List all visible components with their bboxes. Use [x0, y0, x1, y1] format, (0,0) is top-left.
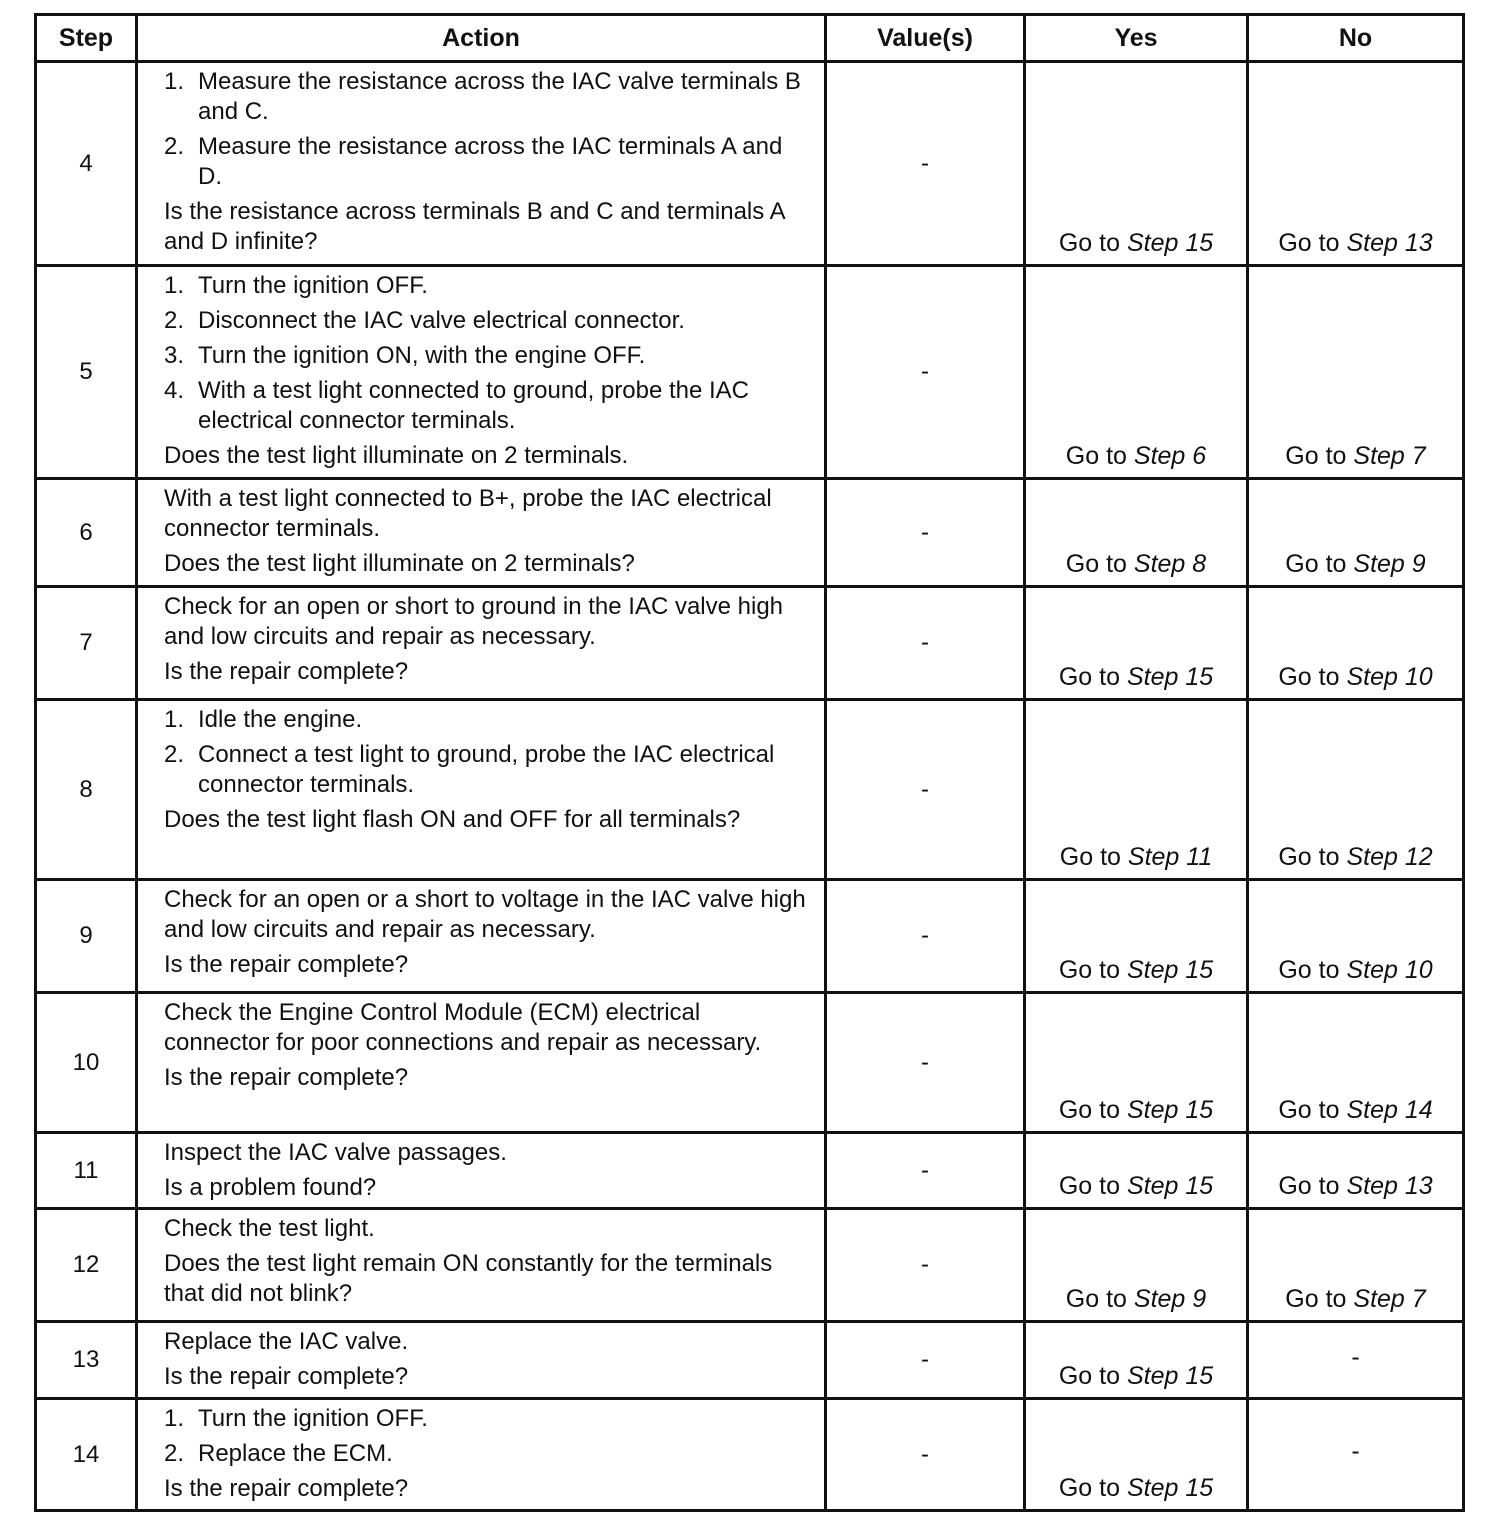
header-row	[36, 15, 1464, 62]
step-number: 4	[36, 62, 137, 266]
goto-prefix: Go to	[1058, 663, 1120, 691]
list-item-text: Idle the engine.	[198, 706, 363, 733]
goto-step-ref: Step 15	[1126, 663, 1214, 691]
value-cell: -	[826, 479, 1025, 587]
value-cell: -	[826, 587, 1025, 700]
no-cell	[1248, 700, 1464, 880]
action-text: Check for an open or a short to voltage in the IAC valve high and low circuits and repair as necessary.	[164, 886, 806, 943]
action-cell	[137, 880, 826, 993]
action-list-item	[164, 132, 810, 192]
no-cell: -	[1248, 1399, 1464, 1511]
table-row	[36, 700, 1464, 880]
action-question: Does the test light illuminate on 2 terminals?	[164, 550, 635, 577]
list-item-number: 4.	[164, 377, 185, 404]
goto-step-ref: Step 15	[1126, 1172, 1214, 1200]
goto-prefix: Go to	[1285, 442, 1347, 470]
list-item-text: Connect a test light to ground, probe the IAC electrical connector terminals.	[198, 741, 775, 798]
goto-prefix: Go to	[1065, 550, 1127, 578]
action-question: Is the repair complete?	[164, 1363, 409, 1390]
header-action: Action	[137, 15, 826, 62]
step-number: 6	[36, 479, 137, 587]
action-cell	[137, 1209, 826, 1322]
goto-prefix: Go to	[1285, 550, 1347, 578]
table-row	[36, 1209, 1464, 1322]
no-cell	[1248, 266, 1464, 479]
goto-prefix: Go to	[1285, 1285, 1347, 1313]
action-question: Is a problem found?	[164, 1174, 377, 1201]
action-list-item	[164, 376, 810, 436]
table-row	[36, 1322, 1464, 1399]
action-text: With a test light connected to B+, probe the IAC electrical connector terminals.	[164, 485, 772, 542]
goto-prefix: Go to	[1278, 843, 1340, 871]
list-item-number: 3.	[164, 342, 185, 369]
step-number: 8	[36, 700, 137, 880]
list-item-text: Disconnect the IAC valve electrical connector.	[198, 307, 685, 334]
action-question: Is the resistance across terminals B and C and terminals A and D infinite?	[164, 198, 785, 255]
no-cell	[1248, 1133, 1464, 1209]
table-row	[36, 880, 1464, 993]
goto-step-ref: Step 15	[1126, 1362, 1214, 1390]
value-cell: -	[826, 1133, 1025, 1209]
yes-cell	[1025, 62, 1248, 266]
action-question: Is the repair complete?	[164, 1064, 409, 1091]
step-number: 10	[36, 993, 137, 1133]
step-number: 11	[36, 1133, 137, 1209]
yes-cell	[1025, 1399, 1248, 1511]
goto-step-ref: Step 13	[1346, 1172, 1433, 1200]
goto-prefix: Go to	[1278, 956, 1340, 984]
goto-step-ref: Step 10	[1346, 663, 1433, 691]
yes-cell	[1025, 587, 1248, 700]
list-item-text: Turn the ignition OFF.	[198, 1405, 428, 1432]
list-item-number: 2.	[164, 741, 185, 768]
action-list-item	[164, 67, 810, 127]
goto-prefix: Go to	[1065, 442, 1127, 470]
goto-prefix: Go to	[1058, 1096, 1120, 1124]
goto-prefix: Go to	[1278, 229, 1340, 257]
goto-step-ref: Step 12	[1346, 843, 1433, 871]
table-row	[36, 266, 1464, 479]
action-cell	[137, 700, 826, 880]
no-cell	[1248, 62, 1464, 266]
goto-prefix: Go to	[1278, 663, 1340, 691]
header-no: No	[1248, 15, 1464, 62]
action-question: Does the test light flash ON and OFF for all terminals?	[164, 806, 741, 833]
action-question: Is the repair complete?	[164, 951, 409, 978]
goto-step-ref: Step 15	[1126, 1096, 1214, 1124]
yes-cell	[1025, 880, 1248, 993]
goto-step-ref: Step 15	[1126, 1474, 1214, 1502]
action-list-item	[164, 271, 810, 301]
goto-step-ref: Step 11	[1127, 843, 1213, 871]
action-cell	[137, 993, 826, 1133]
list-item-number: 2.	[164, 133, 185, 160]
diagnostic-table	[34, 13, 1465, 1512]
list-item-text: Measure the resistance across the IAC valve terminals B and C.	[198, 68, 801, 125]
list-item-number: 1.	[164, 272, 185, 299]
yes-cell	[1025, 1209, 1248, 1322]
goto-prefix: Go to	[1058, 229, 1120, 257]
list-item-number: 2.	[164, 307, 185, 334]
table-row	[36, 1133, 1464, 1209]
value-cell: -	[826, 62, 1025, 266]
no-cell: -	[1248, 1322, 1464, 1399]
list-item-number: 1.	[164, 706, 185, 733]
action-text: Check for an open or short to ground in the IAC valve high and low circuits and repair as necessary.	[164, 593, 784, 650]
list-item-text: With a test light connected to ground, probe the IAC electrical connector terminals.	[198, 377, 749, 434]
list-item-text: Turn the ignition ON, with the engine OFF.	[198, 342, 646, 369]
list-item-number: 1.	[164, 68, 185, 95]
value-cell: -	[826, 1209, 1025, 1322]
action-list-item	[164, 705, 810, 735]
no-cell	[1248, 993, 1464, 1133]
goto-step-ref: Step 14	[1346, 1096, 1433, 1124]
action-cell	[137, 587, 826, 700]
table-row	[36, 1399, 1464, 1511]
goto-step-ref: Step 9	[1133, 1285, 1207, 1313]
goto-prefix: Go to	[1058, 1172, 1120, 1200]
list-item-number: 2.	[164, 1440, 185, 1467]
yes-cell	[1025, 479, 1248, 587]
header-values: Value(s)	[826, 15, 1025, 62]
list-item-number: 1.	[164, 1405, 185, 1432]
action-list-item	[164, 306, 810, 336]
no-cell	[1248, 880, 1464, 993]
no-cell	[1248, 1209, 1464, 1322]
yes-cell	[1025, 993, 1248, 1133]
list-item-text: Replace the ECM.	[198, 1440, 393, 1467]
action-cell	[137, 62, 826, 266]
yes-cell	[1025, 1133, 1248, 1209]
action-question: Does the test light remain ON constantly for the terminals that did not blink?	[164, 1250, 773, 1307]
step-number: 9	[36, 880, 137, 993]
value-cell: -	[826, 993, 1025, 1133]
table-row	[36, 62, 1464, 266]
action-question: Does the test light illuminate on 2 terminals.	[164, 442, 629, 469]
step-number: 13	[36, 1322, 137, 1399]
table-row	[36, 479, 1464, 587]
goto-step-ref: Step 6	[1133, 442, 1207, 470]
action-list-item	[164, 740, 810, 800]
no-cell	[1248, 587, 1464, 700]
action-cell	[137, 1322, 826, 1399]
action-cell	[137, 1399, 826, 1511]
goto-step-ref: Step 7	[1353, 1285, 1426, 1313]
action-question: Is the repair complete?	[164, 1475, 409, 1502]
goto-step-ref: Step 7	[1353, 442, 1426, 470]
goto-prefix: Go to	[1058, 1362, 1120, 1390]
value-cell: -	[826, 880, 1025, 993]
goto-prefix: Go to	[1278, 1096, 1340, 1124]
value-cell: -	[826, 700, 1025, 880]
goto-prefix: Go to	[1065, 1285, 1127, 1313]
action-cell	[137, 266, 826, 479]
goto-step-ref: Step 15	[1126, 229, 1214, 257]
yes-cell	[1025, 700, 1248, 880]
header-step: Step	[36, 15, 137, 62]
action-list-item	[164, 1404, 810, 1434]
value-cell: -	[826, 266, 1025, 479]
value-cell: -	[826, 1399, 1025, 1511]
step-number: 12	[36, 1209, 137, 1322]
action-list-item	[164, 341, 810, 371]
goto-step-ref: Step 9	[1353, 550, 1426, 578]
goto-step-ref: Step 10	[1346, 956, 1433, 984]
step-number: 5	[36, 266, 137, 479]
action-text: Inspect the IAC valve passages.	[164, 1139, 507, 1166]
list-item-text: Turn the ignition OFF.	[198, 272, 428, 299]
goto-prefix: Go to	[1058, 956, 1120, 984]
goto-step-ref: Step 15	[1126, 956, 1214, 984]
yes-cell	[1025, 266, 1248, 479]
yes-cell	[1025, 1322, 1248, 1399]
action-text: Replace the IAC valve.	[164, 1328, 409, 1355]
no-cell	[1248, 479, 1464, 587]
action-question: Is the repair complete?	[164, 658, 409, 685]
action-cell	[137, 479, 826, 587]
list-item-text: Measure the resistance across the IAC terminals A and D.	[198, 133, 783, 190]
action-list-item	[164, 1439, 810, 1469]
header-yes: Yes	[1025, 15, 1248, 62]
table-body	[36, 62, 1464, 1511]
goto-prefix: Go to	[1058, 1474, 1120, 1502]
step-number: 14	[36, 1399, 137, 1511]
goto-step-ref: Step 13	[1346, 229, 1433, 257]
action-text: Check the test light.	[164, 1215, 375, 1242]
action-text: Check the Engine Control Module (ECM) electrical connector for poor connections and repair as necessary.	[164, 999, 762, 1056]
goto-step-ref: Step 8	[1133, 550, 1207, 578]
action-cell	[137, 1133, 826, 1209]
table-row	[36, 587, 1464, 700]
goto-prefix: Go to	[1278, 1172, 1340, 1200]
step-number: 7	[36, 587, 137, 700]
table-row	[36, 993, 1464, 1133]
goto-prefix: Go to	[1059, 843, 1121, 871]
value-cell: -	[826, 1322, 1025, 1399]
